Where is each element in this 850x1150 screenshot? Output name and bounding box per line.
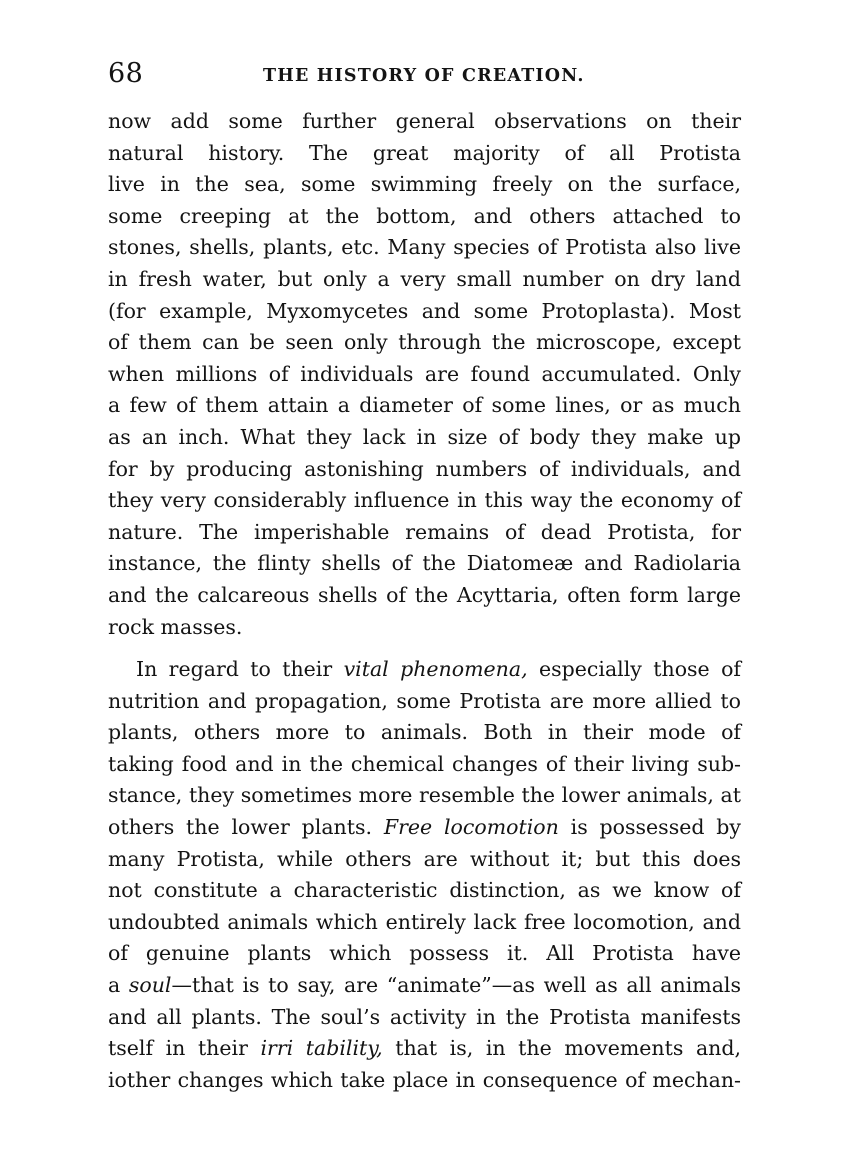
text-line: when millions of individuals are found accumulated. Only — [108, 361, 741, 386]
page-number: 68 — [108, 58, 144, 89]
text-line: iother changes which take place in consequence of mechan- — [108, 1067, 741, 1092]
text-line: not constitute a characteristic distinction, as we know of — [108, 878, 741, 903]
body-text — [108, 106, 741, 1096]
text-line: now add some further general observations on their — [108, 109, 741, 133]
italic-term: irri tability, — [260, 1036, 383, 1061]
text-line — [108, 812, 741, 844]
text-line: nutrition and propagation, some Protista are more allied to — [108, 688, 741, 713]
text-line: and the calcareous shells of the Acyttaria, often form large — [108, 582, 741, 607]
italic-term: soul — [128, 973, 172, 998]
text-run: others the lower plants. — [108, 815, 384, 840]
text-line: a few of them attain a diameter of some lines, or as much — [108, 393, 741, 418]
text-line: they very considerably influence in this way the economy of — [108, 488, 741, 513]
text-line: rock masses. — [108, 614, 243, 639]
italic-term: vital phenomena, — [343, 657, 528, 682]
paragraph-gap — [108, 643, 741, 654]
text-run: In regard to their — [136, 657, 344, 682]
italic-term: Free locomotion — [383, 815, 559, 840]
text-run: is possessed by — [558, 815, 741, 840]
text-line: in fresh water, but only a very small number on dry land — [108, 266, 741, 291]
text-line: instance, the flinty shells of the Diatomeæ and Radiolaria — [108, 551, 741, 576]
text-run: —that is to say, are “animate”—as well as all animals — [171, 973, 741, 998]
text-line: natural history. The great majority of all Protista — [108, 140, 741, 165]
text-line — [108, 1033, 741, 1065]
text-line: and all plants. The soul’s activity in the Protista manifests — [108, 1004, 741, 1029]
text-line: many Protista, while others are without it; but this does — [108, 846, 741, 871]
page-header — [108, 54, 744, 94]
text-line: of genuine plants which possess it. All Protista have — [108, 941, 741, 966]
text-line: for by producing astonishing numbers of individuals, and — [108, 456, 741, 481]
text-line: nature. The imperishable remains of dead Protista, for — [108, 519, 741, 544]
text-line: stones, shells, plants, etc. Many species of Protista also live — [108, 235, 741, 260]
text-line: (for example, Myxomycetes and some Protoplasta). Most — [108, 298, 741, 323]
text-line: of them can be seen only through the microscope, except — [108, 330, 741, 355]
text-line: undoubted animals which entirely lack free locomotion, and — [108, 909, 741, 934]
text-run: tself in their — [108, 1036, 261, 1061]
text-line: stance, they sometimes more resemble the lower animals, at — [108, 783, 741, 808]
text-line: plants, others more to animals. Both in their mode of — [108, 720, 741, 745]
running-head: THE HISTORY OF CREATION. — [263, 66, 585, 86]
text-line — [108, 654, 741, 686]
text-run: especially those of — [527, 657, 742, 682]
text-line: as an inch. What they lack in size of body they make up — [108, 424, 741, 449]
paragraph-1 — [108, 106, 741, 643]
text-run: that is, in the movements and, — [382, 1036, 742, 1061]
text-line: live in the sea, some swimming freely on the surface, — [108, 172, 741, 197]
text-line — [108, 970, 741, 1002]
text-run: a — [108, 973, 129, 998]
text-line: some creeping at the bottom, and others attached to — [108, 203, 741, 228]
paragraph-2 — [108, 654, 741, 1096]
text-line: taking food and in the chemical changes of their living sub- — [108, 751, 741, 776]
